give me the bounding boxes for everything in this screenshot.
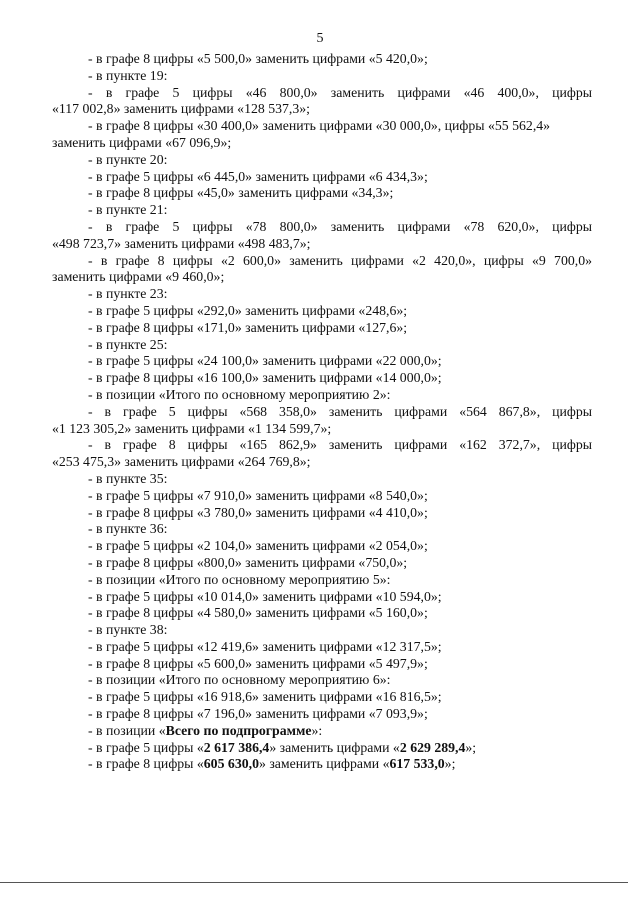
bold-text: 2 617 386,4 [203,739,270,755]
text-segment: »: [311,722,323,738]
text-line: - в пункте 20: [88,151,168,167]
text-line: «498 723,7» заменить цифрами «498 483,7»; [52,235,311,251]
text-line: - в графе 5 цифры «10 014,0» заменить цифрами «10 594,0»; [88,588,442,604]
text-line: «253 475,3» заменить цифрами «264 769,8»; [52,454,311,470]
text-segment: »; [465,739,477,755]
text-line: - в графе 5 цифры «568 358,0» заменить цифрами «564 867,8», цифры [88,403,592,419]
text-segment: - в графе 5 цифры « [88,739,204,755]
text-line: - в графе 5 цифры «7 910,0» заменить цифрами «8 540,0»; [88,487,428,503]
text-line: «1 123 305,2» заменить цифрами «1 134 599,7»; [52,420,332,436]
text-line: - в графе 8 цифры «5 600,0» заменить цифрами «5 497,9»; [88,655,428,671]
text-line: - в пункте 38: [88,622,168,638]
text-line [52,740,592,757]
text-line: - в позиции «Итого по основному мероприятию 5»: [88,571,391,587]
bottom-rule [0,882,628,883]
text-line: - в графе 8 цифры «45,0» заменить цифрами «34,3»; [88,185,394,201]
text-line: - в графе 8 цифры «165 862,9» заменить цифрами «162 372,7», цифры [88,437,592,453]
bold-text: 2 629 289,4 [399,739,466,755]
text-line: - в графе 8 цифры «30 400,0» заменить цифрами «30 000,0», цифры «55 562,4» [88,118,551,134]
text-line: - в графе 5 цифры «292,0» заменить цифрами «248,6»; [88,302,408,318]
text-line: - в пункте 21: [88,202,168,218]
bold-text: 617 533,0 [389,756,445,772]
text-line: - в графе 5 цифры «46 800,0» заменить цифрами «46 400,0», цифры [88,84,592,100]
text-line: - в графе 8 цифры «2 600,0» заменить цифрами «2 420,0», цифры «9 700,0» [88,252,592,268]
text-segment: » заменить цифрами « [258,756,390,772]
text-line [52,756,592,773]
text-line: - в пункте 35: [88,470,168,486]
page-number: 5 [316,31,324,46]
text-segment: - в позиции « [88,722,166,738]
text-line: заменить цифрами «9 460,0»; [52,269,225,285]
text-line [52,723,592,740]
text-line: - в графе 8 цифры «4 580,0» заменить цифрами «5 160,0»; [88,605,428,621]
text-line: - в графе 8 цифры «3 780,0» заменить цифрами «4 410,0»; [88,504,428,520]
text-line: - в пункте 25: [88,336,168,352]
bold-text: Всего по подпрограмме [165,722,312,738]
text-line: - в графе 5 цифры «16 918,6» заменить цифрами «16 816,5»; [88,689,442,705]
text-line: - в графе 5 цифры «78 800,0» заменить цифрами «78 620,0», цифры [88,218,592,234]
text-line: - в позиции «Итого по основному мероприятию 6»: [88,672,391,688]
text-segment: - в графе 8 цифры « [88,756,204,772]
bold-text: 605 630,0 [203,756,259,772]
text-line: заменить цифрами «67 096,9»; [52,134,232,150]
text-line: - в графе 8 цифры «7 196,0» заменить цифрами «7 093,9»; [88,706,428,722]
text-segment: »; [444,756,456,772]
text-line: - в графе 5 цифры «24 100,0» заменить цифрами «22 000,0»; [88,353,442,369]
text-line: - в графе 8 цифры «5 500,0» заменить цифрами «5 420,0»; [88,51,428,66]
text-line: - в позиции «Итого по основному мероприятию 2»: [88,386,391,402]
text-segment: » заменить цифрами « [269,739,400,755]
text-line: - в графе 8 цифры «800,0» заменить цифрами «750,0»; [88,554,408,570]
text-line: - в пункте 23: [88,286,168,302]
amendments-list [52,51,592,773]
text-line: - в пункте 19: [88,67,168,83]
text-line: «117 002,8» заменить цифрами «128 537,3»; [52,101,310,117]
text-line: - в графе 5 цифры «12 419,6» заменить цифрами «12 317,5»; [88,638,442,654]
text-line: - в графе 5 цифры «6 445,0» заменить цифрами «6 434,3»; [88,168,428,184]
text-line: - в пункте 36: [88,521,168,537]
text-line: - в графе 8 цифры «16 100,0» заменить цифрами «14 000,0»; [88,370,442,386]
text-line: - в графе 5 цифры «2 104,0» заменить цифрами «2 054,0»; [88,538,428,554]
text-line: - в графе 8 цифры «171,0» заменить цифрами «127,6»; [88,319,408,335]
